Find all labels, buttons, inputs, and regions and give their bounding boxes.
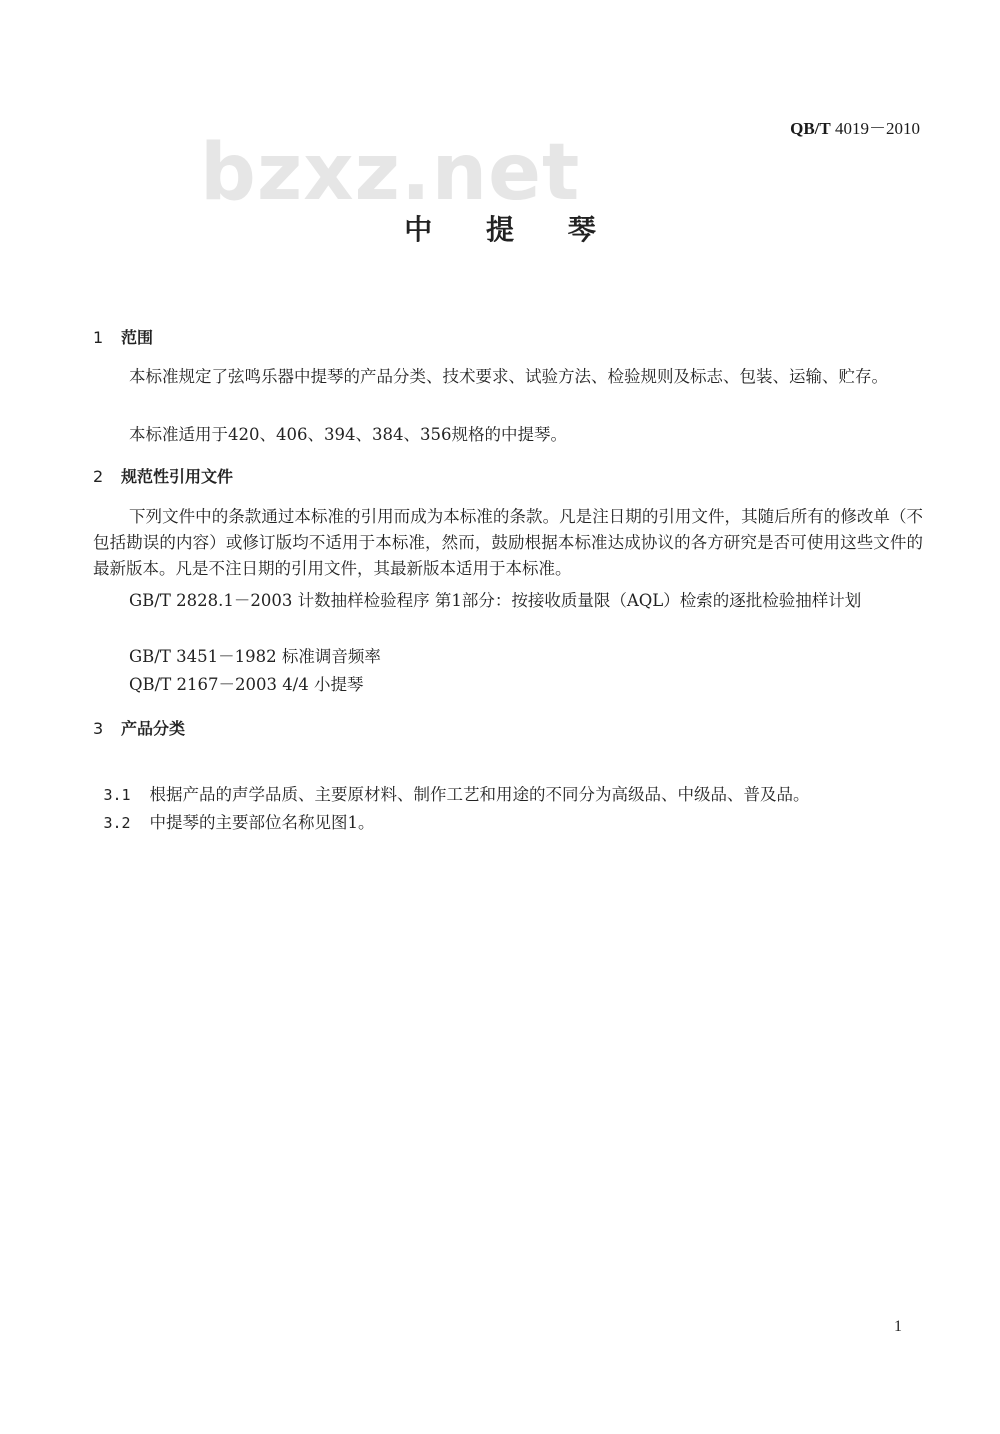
- section-1-paragraph-1: 本标准规定了弦鸣乐器中提琴的产品分类、技术要求、试验方法、检验规则及标志、包装、运输、贮存。: [129, 367, 888, 386]
- standard-prefix: QB/T: [790, 119, 831, 138]
- document-title: 中 提 琴: [404, 213, 618, 246]
- watermark: bzxz.net: [200, 128, 581, 218]
- section-heading-2: [93, 464, 233, 487]
- page-number: 1: [894, 1318, 902, 1335]
- section-title: 产品分类: [121, 719, 186, 738]
- standard-code: 4019－2010: [830, 119, 920, 138]
- reference-item: GB/T 2828.1－2003 计数抽样检验程序 第1部分：按接收质量限（AQL）检索的逐批检验抽样计划: [129, 591, 862, 610]
- reference-item: GB/T 3451－1982 标准调音频率: [129, 647, 381, 666]
- reference-item: QB/T 2167－2003 4/4 小提琴: [129, 675, 364, 694]
- clause-text: 根据产品的声学品质、主要原材料、制作工艺和用途的不同分为高级品、中级品、普及品。: [149, 785, 810, 804]
- section-heading-1: [93, 325, 153, 348]
- clause-item: [93, 784, 375, 836]
- section-number: 1: [93, 328, 104, 347]
- section-number: 2: [93, 467, 104, 486]
- clause-number: 3.2: [103, 814, 131, 832]
- section-1-paragraph-2: 本标准适用于420、406、394、384、356规格的中提琴。: [129, 425, 567, 444]
- section-heading-3: [93, 716, 185, 739]
- section-title: 规范性引用文件: [121, 467, 234, 486]
- section-title: 范围: [121, 328, 154, 347]
- section-2-paragraph-1: 下列文件中的条款通过本标准的引用而成为本标准的条款。凡是注日期的引用文件，其随后所有的修改单（不包括勘误的内容）或修订版均不适用于本标准，然而，鼓励根据本标准达成协议的各方研究是否可使用这些文件的最新版本。凡是不注日期的引用文件，其最新版本适用于本标准。: [93, 507, 923, 578]
- clause-number: 3.1: [103, 786, 131, 804]
- section-number: 3: [93, 719, 104, 738]
- standard-number: [790, 114, 920, 139]
- clause-text: 中提琴的主要部位名称见图1。: [149, 813, 375, 832]
